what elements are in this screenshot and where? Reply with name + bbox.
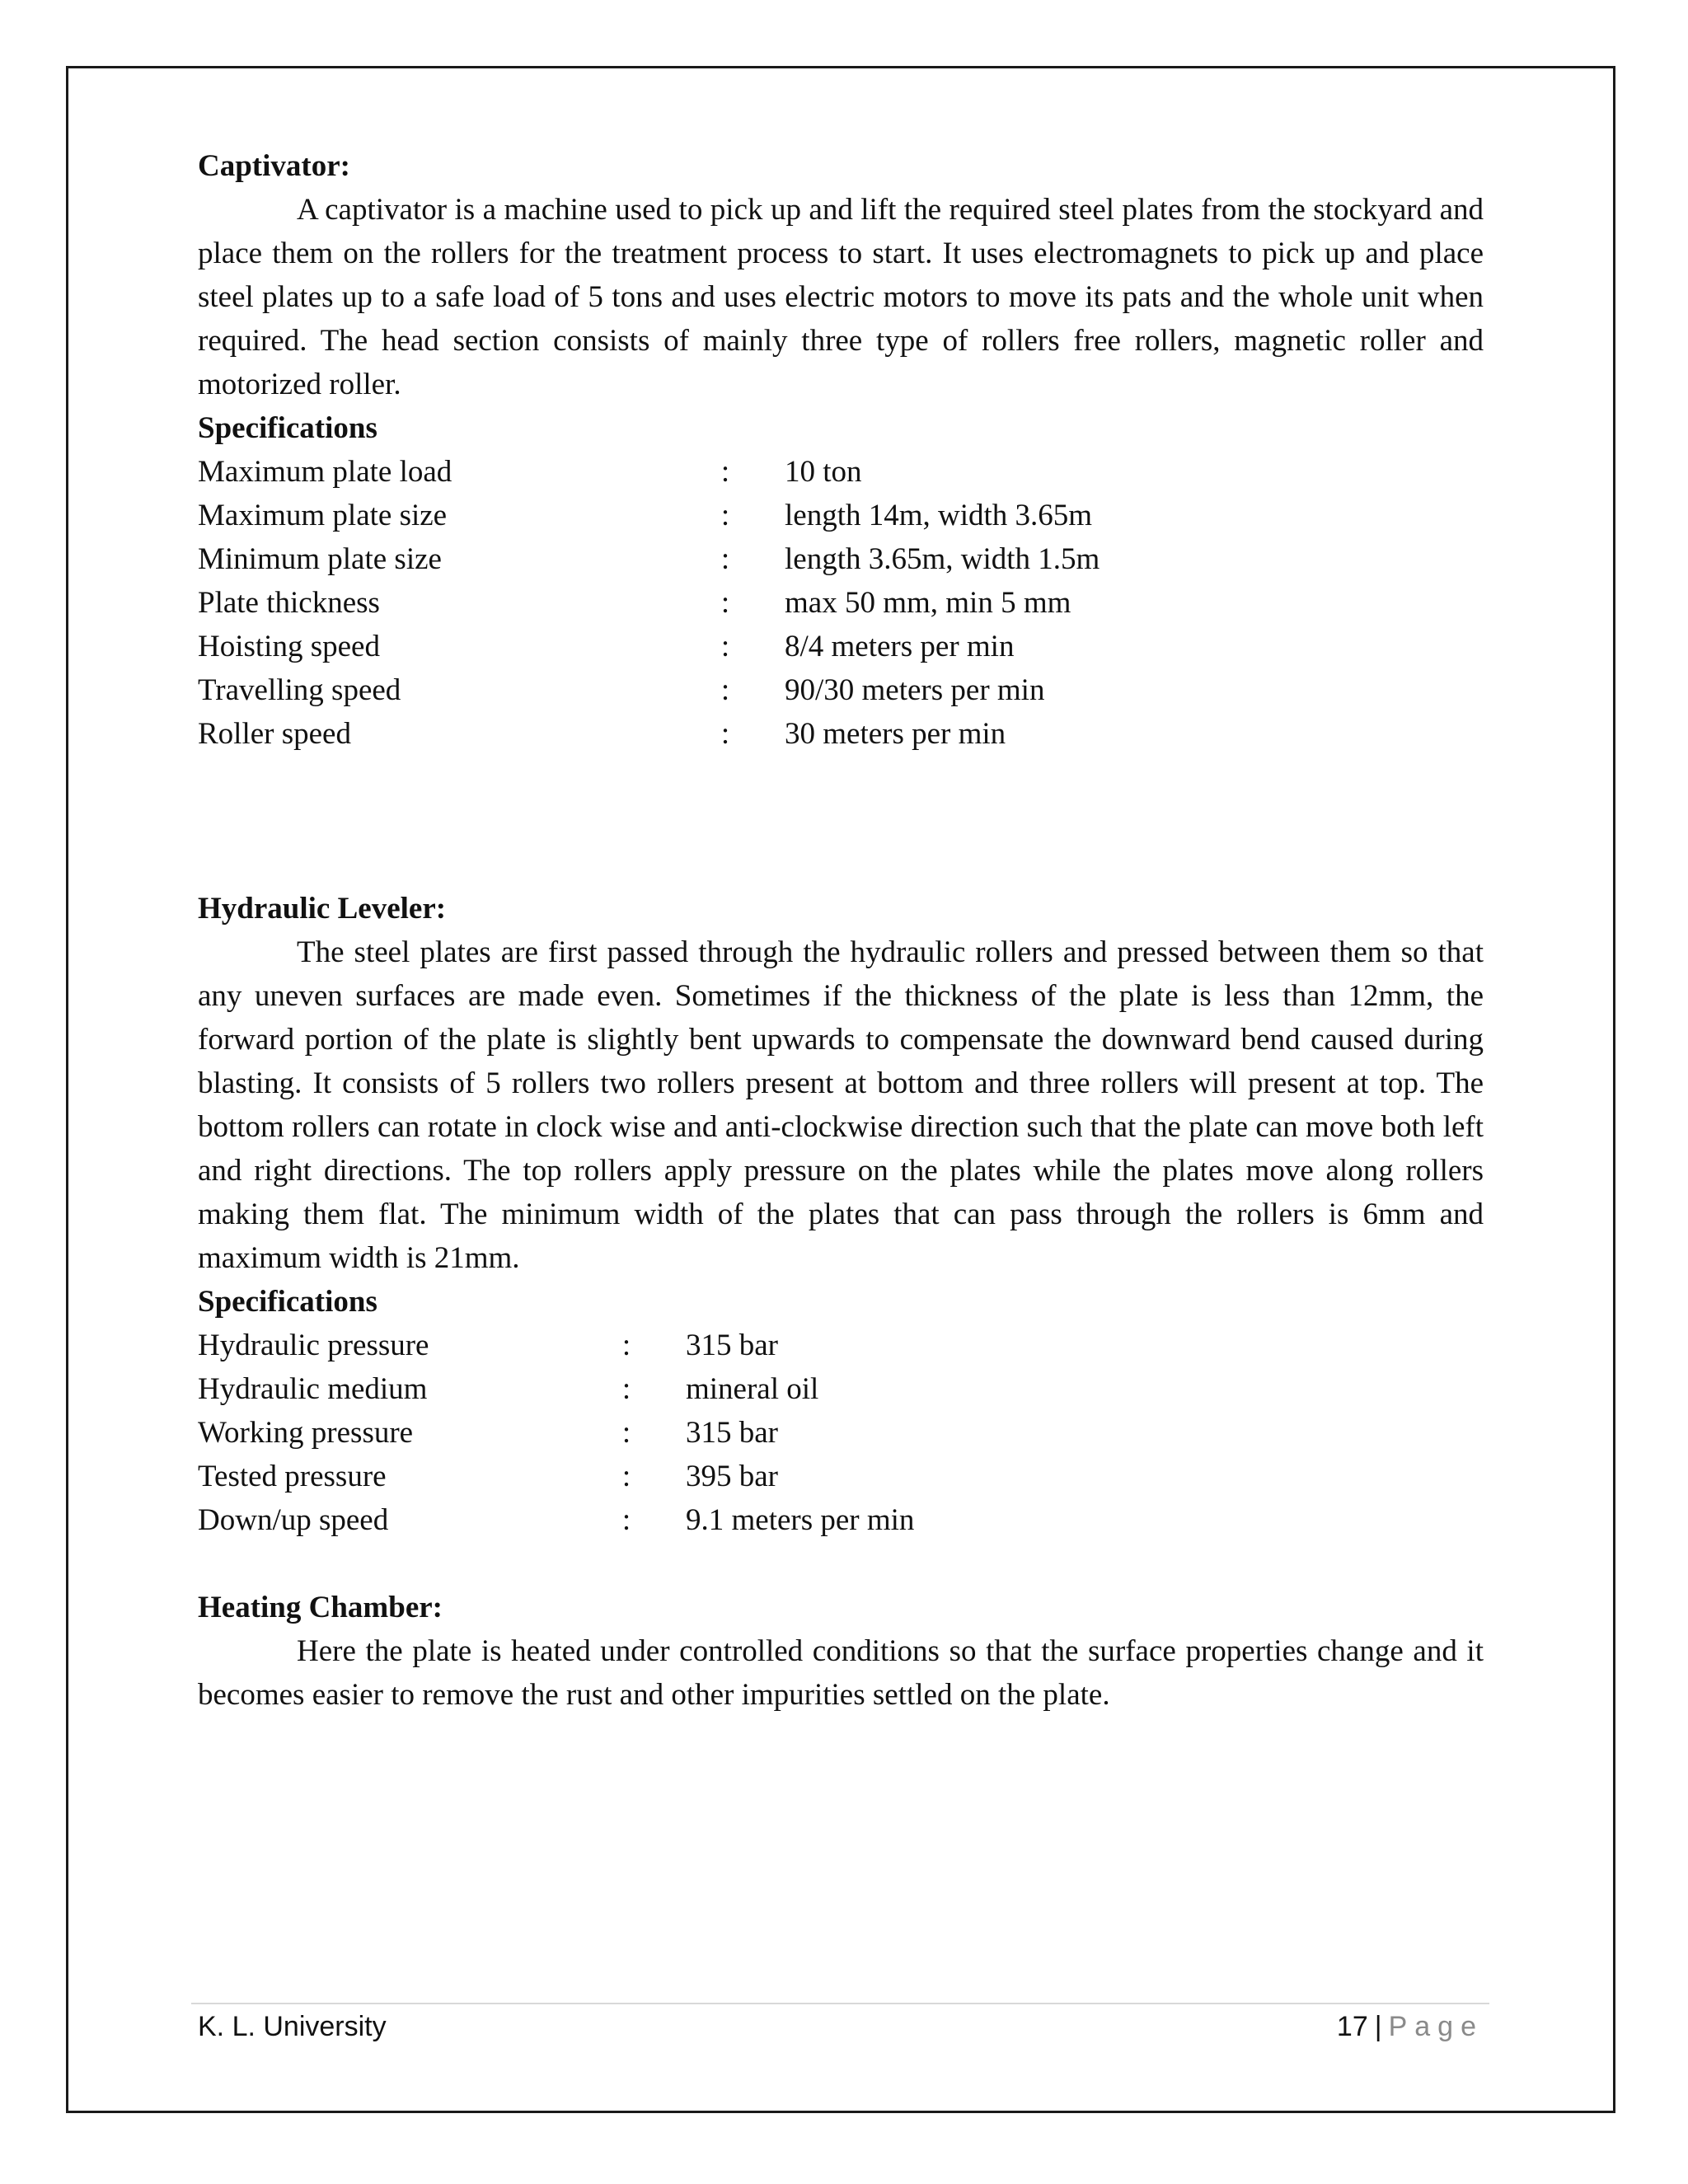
spec-label: Maximum plate size bbox=[198, 499, 448, 532]
spec-colon: : bbox=[621, 1329, 631, 1362]
spec-label: Travelling speed bbox=[198, 673, 401, 707]
spec-row bbox=[198, 1367, 1484, 1411]
spec-value: 10 ton bbox=[785, 455, 862, 489]
spec-colon: : bbox=[720, 455, 730, 489]
spec-row bbox=[198, 1411, 1484, 1455]
spec-heading-leveler: Specifications bbox=[198, 1285, 377, 1319]
footer-university: K. L. University bbox=[198, 2011, 387, 2042]
page-word: Page bbox=[1388, 2011, 1484, 2042]
footer-separator: | bbox=[1374, 2011, 1382, 2042]
spec-label: Tested pressure bbox=[198, 1460, 387, 1493]
spec-colon: : bbox=[720, 586, 730, 620]
spec-colon: : bbox=[720, 673, 730, 707]
spec-label: Hoisting speed bbox=[198, 630, 380, 663]
spec-value: 30 meters per min bbox=[785, 717, 1006, 751]
paragraph-heating: Here the plate is heated under controlled conditions so that the surface properties change and it becomes easier to remove the rust and other impurities settled on the plate. bbox=[198, 1634, 1484, 1712]
spec-value: length 14m, width 3.65m bbox=[785, 499, 1093, 532]
footer-rule bbox=[191, 2003, 1489, 2004]
spec-value: 9.1 meters per min bbox=[686, 1503, 915, 1537]
spec-row bbox=[198, 1498, 1484, 1542]
spec-value: 315 bar bbox=[686, 1416, 778, 1450]
section-spacer bbox=[198, 843, 1484, 887]
section-title-heating: Heating Chamber: bbox=[198, 1591, 443, 1624]
spec-value: 315 bar bbox=[686, 1329, 778, 1362]
spec-value: 395 bar bbox=[686, 1460, 778, 1493]
spec-row bbox=[198, 712, 1484, 756]
spec-colon: : bbox=[621, 1416, 631, 1450]
spec-colon: : bbox=[720, 717, 730, 751]
spec-label: Maximum plate load bbox=[198, 455, 452, 489]
spec-row bbox=[198, 1455, 1484, 1498]
spec-row bbox=[198, 450, 1484, 494]
spec-colon: : bbox=[621, 1372, 631, 1406]
spec-row bbox=[198, 581, 1484, 625]
spec-colon: : bbox=[720, 499, 730, 532]
spec-value: max 50 mm, min 5 mm bbox=[785, 586, 1071, 620]
spec-value: length 3.65m, width 1.5m bbox=[785, 542, 1100, 576]
spec-row bbox=[198, 1324, 1484, 1367]
spec-value: mineral oil bbox=[686, 1372, 819, 1406]
spec-row bbox=[198, 494, 1484, 537]
spec-label: Hydraulic medium bbox=[198, 1372, 428, 1406]
spec-heading-captivator: Specifications bbox=[198, 411, 377, 445]
section-title-leveler: Hydraulic Leveler: bbox=[198, 892, 447, 926]
spec-row bbox=[198, 668, 1484, 712]
spec-label: Roller speed bbox=[198, 717, 351, 751]
spec-row bbox=[198, 625, 1484, 668]
page-content bbox=[198, 144, 1484, 1717]
spec-value: 90/30 meters per min bbox=[785, 673, 1045, 707]
spec-colon: : bbox=[720, 630, 730, 663]
spec-label: Minimum plate size bbox=[198, 542, 442, 576]
spec-label: Plate thickness bbox=[198, 586, 380, 620]
spec-colon: : bbox=[621, 1460, 631, 1493]
section-spacer bbox=[198, 756, 1484, 843]
paragraph-captivator: A captivator is a machine used to pick up and lift the required steel plates from the stockyard and place them on the rollers for the treatment process to start. It uses electromagnets to pick up and place steel plates up to a safe load of 5 tons and uses electric motors to move its pats and the whole unit when required. The head section consists of mainly three type of rollers free rollers, magnetic roller and motorized roller. bbox=[198, 193, 1484, 401]
page-number: 17 bbox=[1336, 2011, 1368, 2042]
spec-colon: : bbox=[720, 542, 730, 576]
spec-label: Working pressure bbox=[198, 1416, 414, 1450]
spec-row bbox=[198, 537, 1484, 581]
footer-page-indicator bbox=[1337, 2008, 1484, 2045]
spec-colon: : bbox=[621, 1503, 631, 1537]
spec-value: 8/4 meters per min bbox=[785, 630, 1015, 663]
spec-label: Down/up speed bbox=[198, 1503, 389, 1537]
section-title-captivator: Captivator: bbox=[198, 149, 350, 183]
spec-list-leveler bbox=[198, 1324, 1484, 1542]
paragraph-leveler: The steel plates are first passed through the hydraulic rollers and pressed between them so that any uneven surfaces are made even. Sometimes if the thickness of the plate is less than 12mm, the forward portion of the plate is slightly bent upwards to compensate the downward bend caused during blasting. It consists of 5 rollers two rollers present at bottom and three rollers will present at top. The bottom rollers can rotate in clock wise and anti-clockwise direction such that the plate can move both left and right directions. The top rollers apply pressure on the plates while the plates move along rollers making them flat. The minimum width of the plates that can pass through the rollers is 6mm and maximum width is 21mm. bbox=[198, 935, 1484, 1275]
section-spacer bbox=[198, 1542, 1484, 1586]
spec-label: Hydraulic pressure bbox=[198, 1329, 429, 1362]
spec-list-captivator bbox=[198, 450, 1484, 756]
